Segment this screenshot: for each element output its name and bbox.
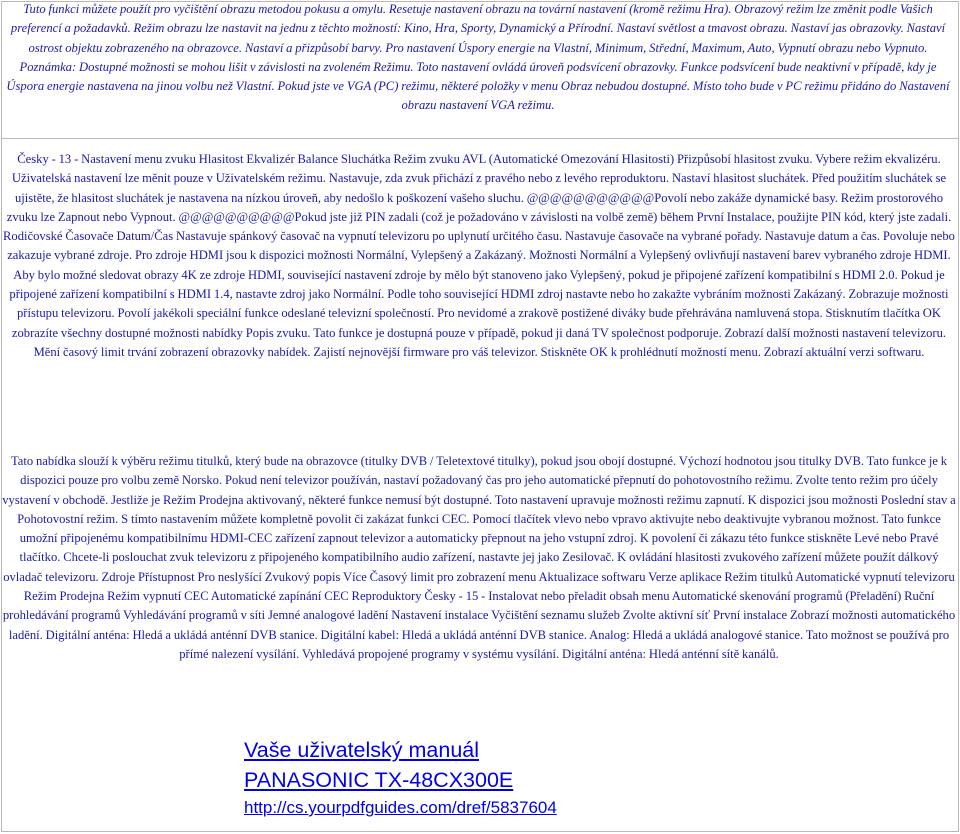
installation-settings-paragraph: Tato nabídka slouží k výběru režimu titulků, který bude na obrazovce (titulky DVB / Teletextové titulky), pokud jsou obojí dostupné. Výchozí hodnotou jsou titulky DVB. Tato funkce je k dispozici pouze pro volbu země Norsko. Pokud není televizor používán, nastaví požadovaný čas pro jeho automatické přepnutí do pohotovostního režimu. Zvolte tento režim pro účely vystavení v obchodě. Jestliže je Režim Prodejna aktivovaný, některé funkce nemusí být dostupné. Toto nastavení upravuje možnosti režimu zapnutí. K dispozici jsou možnosti Poslední stav a Pohotovostní režim. S tímto nastavením můžete kompletně povolit či zakázat funkci CEC. Pomocí tlačítek vlevo nebo vpravo aktivujte nebo deaktivujte vybranou možnost. Tato funkce umožní připojenému kompatibilnímu HDMI-CEC zařízení zapnout televizor a automaticky přepnout na jeho vstupní zdroj. K povolení či zákazu této funkce stiskněte Levé nebo Pravé tlačítko. Chcete-li poslouchat zvuk televizoru z připojeného kompatibilního audio zařízení, nastavte jej jako Zesilovač. K ovládání hlasitosti zvukového zařízení můžete použít dálkový ovladač televizoru. Zdroje Přístupnost Pro neslyšící Zvukový popis Více Časový limit pro zobrazení menu Aktualizace softwaru Verze aplikace Režim titulků Automatické vypnutí televizoru Režim Prodejna Režim vypnutí CEC Automatické zapínání CEC Reproduktory Česky - 15 - Instalovat nebo přeladit obsah menu Automatické skenování programů (Přeladění) Ruční prohledávání programů Vyhledávání programů v síti Jemné analogové ladění Nastavení instalace Vyčištění seznamu služeb Zvolte aktivní síť První instalace Zobrazí možnosti automatického ladění. Digitální anténa: Hledá a ukládá anténní DVB stanice. Digitální kabel: Hledá a ukládá anténní DVB stanice. Analog: Hledá a ukládá analogové stanice. Tato možnost se používá pro přímé nalezení vysílání. Vyhledává propojené programy v systému vysílání. Digitální anténa: Hledá anténní sítě kanálů. bbox=[2, 454, 956, 661]
manual-links bbox=[244, 735, 557, 821]
url-link[interactable]: http://cs.yourpdfguides.com/dref/5837604 bbox=[244, 798, 557, 817]
sound-settings-paragraph: Česky - 13 - Nastavení menu zvuku Hlasitost Ekvalizér Balance Sluchátka Režim zvuku AVL (Automatické Omezování Hlasitosti) Přizpůsobí hlasitost zvuku. Vybere režim ekvalizéru. Uživatelská nastavení lze měnit pouze v Uživatelském režimu. Nastavuje, zda zvuk přichází z pravého nebo z levého reproduktoru. Nastaví hlasitost sluchátek. Před použitím sluchátek se ujistěte, že hlasitost sluchátek je nastavena na nízkou úroveň, aby nedošlo k poškození vašeho sluchu. @@@@@@@@@@@Povolí nebo zakáže dynamické basy. Režim prostorového zvuku lze Zapnout nebo Vypnout. @@@@@@@@@@Pokud jste již PIN zadali (což je požadováno v závislosti na volbě země) během První Instalace, použijte PIN kód, který jste zadali. Rodičovské Časovače Datum/Čas Nastavuje spánkový časovač na vypnutí televizoru po uplynutí určitého času. Nastavuje časovače na vybrané pořady. Nastavuje datum a čas. Povoluje nebo zakazuje vybrané zdroje. Pro zdroje HDMI jsou k dispozici možnosti Normální, Vylepšený a Zakázaný. Možnosti Normální a Vylepšený ovlivňují nastavení barev vybraného zdroje HDMI. Aby bylo možné sledovat obrazy 4K ze zdroje HDMI, související nastavení zdroje by mělo být stanoveno jako Vylepšený, pokud je připojené zařízení kompatibilní s HDMI 2.0. Pokud je připojené zařízení kompatibilní s HDMI 1.4, nastavte zdroj jako Normální. Podle toho související HDMI zdroj nastavte nebo ho zakažte vybráním možnosti Zakázaný. Zobrazuje možnosti přístupu televizoru. Povolí jakékoli speciální funkce odeslané televizní společností. Pro nevidomé a zrakově postižené diváky bude přehrávána namluvená stopa. Stisknutím tlačítka OK zobrazíte všechny dostupné možnosti nabídky Popis zvuku. Tato funkce je dostupná pouze v případě, pokud ji daná TV společnost podporuje. Zobrazí další možnosti nastavení televizoru. Mění časový limit trvání zobrazení obrazovky nabídek. Zajistí nejnovější firmware pro váš televizor. Stiskněte OK k prohlédnutí možností menu. Zobrazí aktuální verzi softwaru. bbox=[3, 152, 955, 359]
picture-settings-paragraph: Tuto funkci můžete použít pro vyčištění obrazu metodou pokusu a omylu. Resetuje nastavení obrazu na tovární nastavení (kromě režimu Hra). Obrazový režim lze změnit podle Vašich preferencí a požadavků. Režim obrazu lze nastavit na jednu z těchto možností: Kino, Hra, Sporty, Dynamický a Přírodní. Nastaví světlost a tmavost obrazu. Nastaví jas obrazovky. Nastaví ostrost objektu zobrazeného na obrazovce. Nastaví a přizpůsobí barvy. Pro nastavení Úspory energie na Vlastní, Minimum, Střední, Maximum, Auto, Vypnutí obrazu nebo Vypnuto. Poznámka: Dostupné možnosti se mohou lišit v závislosti na zvoleném Režimu. Toto nastavení ovládá úroveň podsvícení obrazovky. Funkce podsvícení bude neaktivní v případě, kdy je Úspora energie nastavena na jinou volbu než Vlastní. Pokud jste ve VGA (PC) režimu, některé položky v menu Obraz nebudou dostupné. Místo toho bude v PC režimu přidáno do Nastavení obrazu nastavení VGA režimu. bbox=[6, 2, 950, 113]
page-border bbox=[1, 1, 959, 832]
model-link[interactable]: PANASONIC TX-48CX300E bbox=[244, 768, 514, 792]
manual-link[interactable]: Vaše uživatelský manuál bbox=[244, 738, 480, 762]
section-divider bbox=[1, 138, 959, 139]
